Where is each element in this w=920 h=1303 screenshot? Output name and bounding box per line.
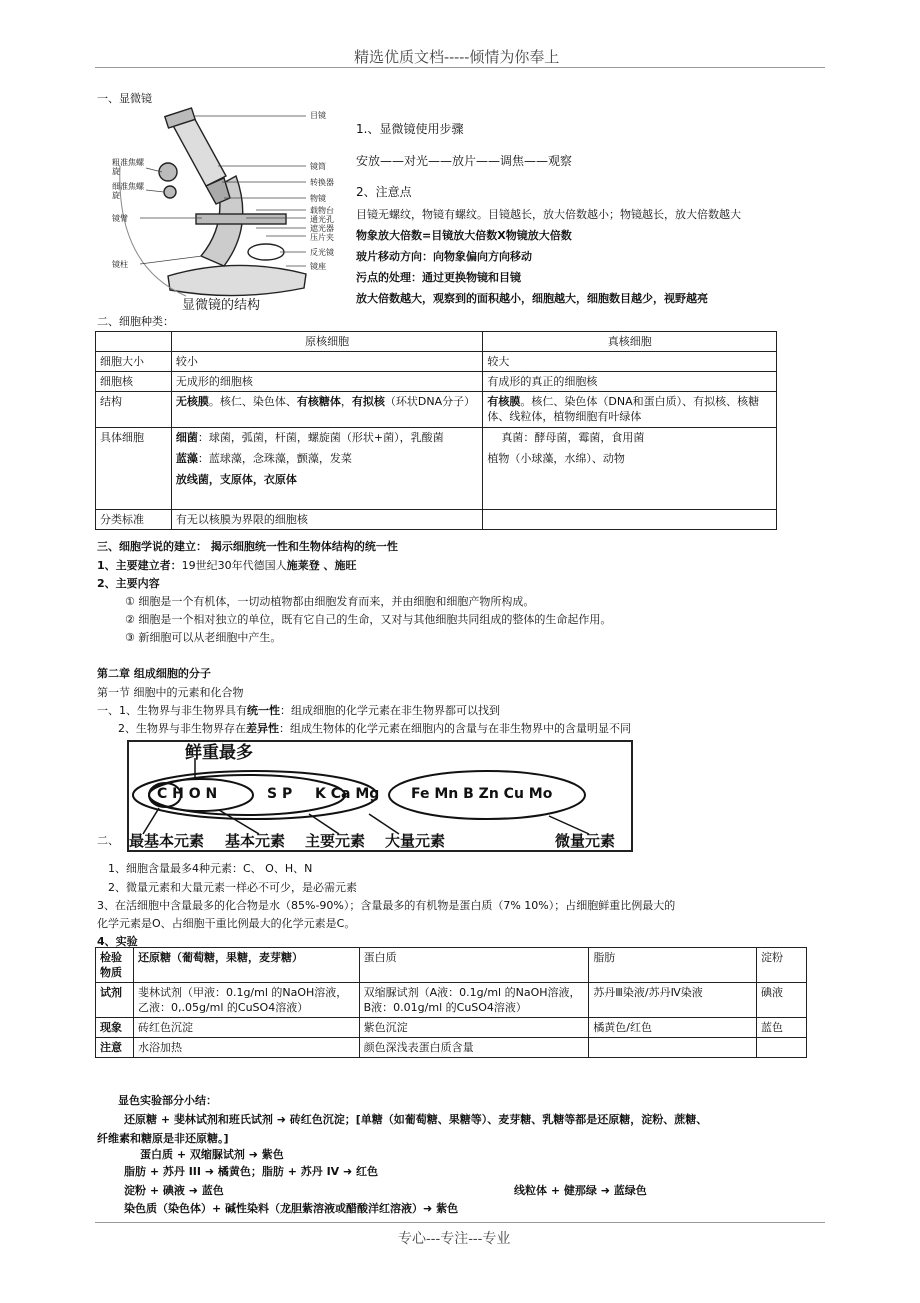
bold-text: 有核糖体 [296, 395, 341, 408]
table-cell: 苏丹Ⅲ染液/苏丹Ⅳ染液 [589, 983, 757, 1018]
founders-text: 19世纪30年代德国人 [181, 559, 287, 572]
table-cell: 颜色深浅表蛋白质含量 [359, 1038, 589, 1058]
table-cell: 较小 [171, 352, 483, 372]
cell-text: 。核仁、染色体、 [208, 395, 297, 408]
founders-prefix: 1、主要建立者： [97, 559, 182, 572]
table-cell: 还原糖（葡萄糖，果糖，麦芽糖） [133, 948, 359, 983]
label-arm: 镜臂 [112, 214, 128, 223]
element-note-3: 3、在活细胞中含量最多的化合物是水（85%-90%）；含量最多的有机物是蛋白质（7% 10%）；占细胞鲜重比例最大的 [97, 899, 676, 912]
row-label: 细胞核 [96, 372, 172, 392]
steps-title: 1.、显微镜使用步骤 [356, 122, 464, 136]
unity-text: ：组成细胞的化学元素在非生物界都可以找到 [280, 704, 500, 717]
cell-line [176, 451, 479, 466]
cell-line: 放线菌，支原体，衣原体 [175, 473, 297, 486]
table-cell: 蓝色 [757, 1018, 807, 1038]
table-cell: 淀粉 [757, 948, 807, 983]
bold-text: 细菌 [175, 431, 198, 444]
table-header-eukaryote: 真核细胞 [483, 332, 777, 352]
label-tube: 镜筒 [310, 162, 326, 171]
elements-figure [127, 740, 633, 852]
label-mirror: 反光镜 [310, 248, 334, 257]
microscope-caption: 显微镜的结构 [182, 298, 261, 313]
cell-text: ， [340, 395, 352, 408]
element-note-2: 2、微量元素和大量元素一样必不可少，是必需元素 [108, 881, 357, 894]
summary-line-1a: 还原糖 + 斐林试剂和班氏试剂 ➜ 砖红色沉淀；[单糖（如葡萄糖、果糖等）、麦芽糖、乳糖等都是还原糖，淀粉、蔗糖、 [124, 1113, 708, 1126]
label-trace: 微量元素 [555, 832, 616, 850]
founders-names: 施莱登 、施旺 [286, 559, 357, 572]
cell-text: ：球菌，弧菌，杆菌，螺旋菌（形状+菌），乳酸菌 [197, 431, 444, 444]
note-3: 玻片移动方向：向物象偏向方向移动 [356, 250, 532, 263]
footer-rule [95, 1222, 825, 1223]
section-er-label: 二、 [97, 834, 119, 847]
label-basic: 基本元素 [225, 832, 286, 850]
unity-prefix: 一、1、生物界与非生物界具有 [97, 704, 247, 717]
header-rule [95, 67, 825, 68]
table-row [96, 428, 777, 510]
experiment-table [95, 947, 807, 1058]
bold-text: 蓝藻 [175, 452, 198, 465]
label-eyepiece: 目镜 [310, 111, 326, 120]
label-macro: 大量元素 [385, 832, 446, 850]
row-label: 具体细胞 [96, 428, 172, 510]
table-cell [589, 1038, 757, 1058]
table-cell: 双缩脲试剂（A液：0.1g/ml 的NaOH溶液，B液：0.01g/ml 的CuSO4溶液） [359, 983, 589, 1018]
cell-text: ：蓝球藻，念珠藻，颤藻，发菜 [197, 452, 352, 465]
table-cell [483, 510, 777, 530]
table-cell [757, 1038, 807, 1058]
bold-text: 有拟核 [351, 395, 385, 408]
unity-line [97, 702, 500, 718]
section-title: 第一节 细胞中的元素和化合物 [97, 686, 244, 699]
list-item: ① 细胞是一个有机体，一切动植物都由细胞发育而来，并由细胞和细胞产物所构成。 [125, 595, 535, 608]
cell-line: 真菌：酵母菌，霉菌，食用菌 [501, 431, 645, 444]
note-5: 放大倍数越大，观察到的面积越小，细胞越大，细胞数目越少，视野越亮 [356, 292, 708, 305]
list-item: ② 细胞是一个相对独立的单位，既有它自己的生命，又对与其他细胞共同组成的整体的生命起作用。 [125, 613, 612, 626]
label-pillar: 镜柱 [112, 260, 128, 269]
microscope-figure [106, 106, 346, 316]
label-stage: 载物台 [310, 206, 334, 215]
label-most-basic: 最基本元素 [129, 832, 205, 850]
table-cell [171, 428, 483, 510]
summary-line-2: 蛋白质 + 双缩脲试剂 ➜ 紫色 [140, 1148, 284, 1161]
page-footer: 专心---专注---专业 [398, 1231, 511, 1247]
table-row [96, 392, 777, 428]
chapter-title: 第二章 组成细胞的分子 [97, 667, 211, 680]
table-cell: 无成形的细胞核 [171, 372, 483, 392]
label-base: 镜座 [310, 262, 326, 271]
summary-title: 显色实验部分小结： [118, 1094, 217, 1107]
unity-bold: 统一性 [247, 704, 280, 717]
diff-bold: 差异性 [246, 722, 279, 735]
diff-prefix: 2、生物界与非生物界存在 [118, 722, 246, 735]
summary-line-4a: 淀粉 + 碘液 ➜ 蓝色 [124, 1184, 224, 1197]
table-cell: 注意 [96, 1038, 134, 1058]
table-cell: 试剂 [96, 983, 134, 1018]
table-row [96, 1038, 807, 1058]
notes-title: 2、注意点 [356, 185, 412, 199]
table-header-prokaryote: 原核细胞 [171, 332, 483, 352]
table-row [96, 983, 807, 1018]
bold-text: 有核膜 [487, 395, 521, 408]
table-row [96, 1018, 807, 1038]
table-cell: 有成形的真正的细胞核 [483, 372, 777, 392]
element-sp: S P [267, 786, 293, 802]
label-coarse-focus: 粗准焦螺旋 [112, 158, 144, 176]
label-clip: 压片夹 [310, 233, 334, 242]
cell-line [176, 430, 479, 445]
note-2: 物象放大倍数=目镜放大倍数X物镜放大倍数 [356, 229, 572, 242]
difference-line [118, 720, 631, 736]
label-objective: 物镜 [310, 194, 326, 203]
label-fine-focus: 细准焦螺旋 [112, 182, 144, 200]
table-cell: 橘黄色/红色 [589, 1018, 757, 1038]
note-4: 污点的处理：通过更换物镜和目镜 [356, 271, 521, 284]
table-cell [483, 428, 777, 510]
note-1: 目镜无螺纹，物镜有螺纹。目镜越长，放大倍数越小；物镜越长，放大倍数越大 [356, 208, 741, 221]
page-header: 精选优质文档-----倾情为你奉上 [354, 48, 560, 66]
table-cell: 水浴加热 [133, 1038, 359, 1058]
cell-theory-heading: 三、细胞学说的建立： 揭示细胞统一性和生物体结构的统一性 [97, 540, 398, 553]
table-cell [96, 332, 172, 352]
cell-types-heading: 二、细胞种类： [97, 315, 174, 328]
table-row [96, 948, 807, 983]
table-cell: 检验物质 [96, 948, 134, 983]
table-cell: 脂肪 [589, 948, 757, 983]
table-row [96, 510, 777, 530]
table-cell: 紫色沉淀 [359, 1018, 589, 1038]
experiment-heading: 4、实验 [97, 935, 138, 948]
label-aperture: 通光孔 [310, 215, 334, 224]
element-trace-set: Fe Mn B Zn Cu Mo [411, 786, 553, 802]
summary-line-4b: 线粒体 + 健那绿 ➜ 蓝绿色 [514, 1184, 647, 1197]
table-row [96, 372, 777, 392]
fresh-weight-label: 鲜重最多 [185, 743, 253, 763]
microscope-heading: 一、显微镜 [97, 92, 152, 105]
summary-line-1b: 纤维素和糖原是非还原糖。] [97, 1132, 229, 1145]
cell-theory-founders [97, 557, 357, 573]
table-cell: 较大 [483, 352, 777, 372]
list-item: ③ 新细胞可以从老细胞中产生。 [125, 631, 282, 644]
table-row [96, 332, 777, 352]
cell-types-table [95, 331, 777, 530]
cell-line: 植物（小球藻，水绵）、动物 [487, 452, 625, 465]
row-label: 细胞大小 [96, 352, 172, 372]
element-note-4: 化学元素是O、占细胞干重比例最大的化学元素是C。 [97, 917, 356, 930]
cell-text: （环状DNA分子） [384, 395, 476, 408]
summary-line-5: 染色质（染色体）+ 碱性染料（龙胆紫溶液或醋酸洋红溶液）➜ 紫色 [124, 1202, 459, 1215]
table-cell: 斐林试剂（甲液：0.1g/ml 的NaOH溶液，乙液：0,.05g/ml 的CuSO4溶液） [133, 983, 359, 1018]
cell-theory-content-title: 2、主要内容 [97, 577, 160, 590]
label-main: 主要元素 [305, 832, 366, 850]
element-kcamg: K Ca Mg [315, 786, 380, 802]
table-cell: 砖红色沉淀 [133, 1018, 359, 1038]
bold-text: 无核膜 [175, 395, 209, 408]
table-cell [171, 392, 483, 428]
label-diaphragm: 遮光器 [310, 224, 334, 233]
steps-text: 安放——对光——放片——调焦——观察 [356, 154, 573, 168]
cell-text: 。核仁、染色体（DNA和蛋白质）、有拟核、核糖体、线粒体，植物细胞有叶绿体 [487, 395, 760, 423]
table-cell: 现象 [96, 1018, 134, 1038]
label-nosepiece: 转换器 [310, 178, 334, 187]
table-cell: 有无以核膜为界限的细胞核 [171, 510, 483, 530]
table-cell: 碘液 [757, 983, 807, 1018]
summary-line-3: 脂肪 + 苏丹 III ➜ 橘黄色；脂肪 + 苏丹 IV ➜ 红色 [124, 1165, 379, 1178]
table-row [96, 352, 777, 372]
diff-text: ：组成生物体的化学元素在细胞内的含量与在非生物界中的含量明显不同 [279, 722, 631, 735]
row-label: 结构 [96, 392, 172, 428]
element-chon: C H O N [157, 786, 218, 802]
table-cell [483, 392, 777, 428]
table-cell: 蛋白质 [359, 948, 589, 983]
row-label: 分类标准 [96, 510, 172, 530]
element-note-1: 1、细胞含量最多4种元素：C、 O、H、N [108, 862, 313, 875]
